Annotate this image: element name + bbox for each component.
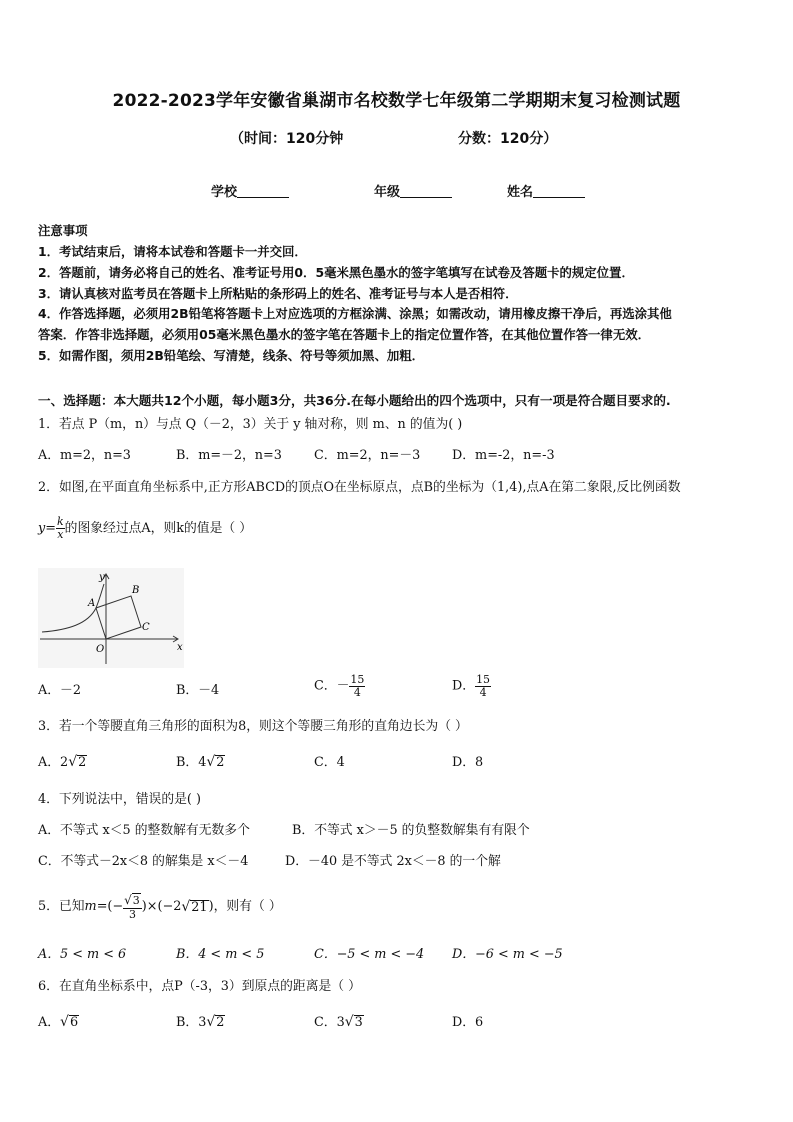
- school-label: 学校: [211, 185, 238, 200]
- notice-item: 2．答题前，请务必将自己的姓名、准考证号用0．5毫米黑色墨水的签字笔填写在试卷及答题卡的规定位置．: [38, 265, 634, 280]
- notice-item: 5．如需作图，须用2B铅笔绘、写清楚，线条、符号等须加黑、加粗．: [38, 348, 425, 363]
- notice-item: 3．请认真核对监考员在答题卡上所粘贴的条形码上的姓名、准考证号与本人是否相符．: [38, 286, 518, 301]
- school-field[interactable]: [211, 181, 289, 200]
- notice-heading: 注意事项: [38, 223, 88, 238]
- q3-option-d[interactable]: D．8: [452, 755, 484, 770]
- question-2-stem-rest: 的图象经过点A，则k的值是（ ）: [64, 521, 253, 536]
- fig-label-a: A: [88, 598, 96, 609]
- notice-item: 4．作答选择题，必须用2B铅笔将答题卡上对应选项的方框涂满、涂黑；如需改动，请用橡皮擦干净后，再选涂其他: [38, 306, 672, 321]
- q6-option-b[interactable]: B．3√2: [176, 1014, 225, 1030]
- fig-label-x: x: [177, 642, 183, 653]
- notice-item: 1．考试结束后，请将本试卷和答题卡一并交回．: [38, 244, 307, 259]
- q1-option-b[interactable]: B．m=－2，n=3: [176, 448, 282, 463]
- q4-option-b[interactable]: B．不等式 x＞－5 的负整数解集有有限个: [292, 823, 530, 838]
- fig-label-b: B: [132, 585, 140, 596]
- notice-item: 答案．作答非选择题，必须用05毫米黑色墨水的签字笔在答题卡上的指定位置作答，在其他位置作答一律无效．: [38, 327, 650, 342]
- question-5-stem: 5．已知m=(− $\frac{√3}{3}$ )×(−2√21)，则有（ ）: [38, 893, 282, 921]
- q5-option-c[interactable]: C．−5 < m < −4: [314, 947, 425, 962]
- q6-option-d[interactable]: D．6: [452, 1015, 484, 1030]
- grade-field[interactable]: [374, 181, 452, 200]
- question-2-figure: [38, 568, 184, 668]
- q6-option-a[interactable]: A．√6: [38, 1014, 79, 1030]
- q4-option-d[interactable]: D．－40 是不等式 2x＜－8 的一个解: [285, 854, 501, 869]
- q1-option-c[interactable]: C．m=2，n=－3: [314, 448, 421, 463]
- name-blank[interactable]: [533, 184, 585, 198]
- question-2-stem-formula: [38, 516, 252, 541]
- exam-score: 分数：120分）: [458, 131, 558, 147]
- q2-option-c[interactable]: C．－ $\frac{15}{4}$: [314, 673, 365, 699]
- q5-option-d[interactable]: D．−6 < m < −5: [452, 947, 563, 962]
- q1-option-a[interactable]: A．m=2，n=3: [38, 448, 131, 463]
- grade-blank[interactable]: [400, 184, 452, 198]
- section-heading: 一、选择题：本大题共12个小题，每小题3分，共36分.在每小题给出的四个选项中，只有一项是符合题目要求的.: [38, 393, 671, 408]
- fig-label-c: C: [142, 622, 150, 633]
- q3-option-b[interactable]: B．4√2: [176, 754, 225, 770]
- exam-time: （时间：120分钟: [230, 131, 344, 147]
- q3-option-a[interactable]: A．2√2: [38, 754, 87, 770]
- q2-option-a[interactable]: A．－2: [38, 683, 81, 698]
- fig-label-o: O: [96, 644, 105, 655]
- q5-option-a[interactable]: A．5 < m < 6: [38, 947, 127, 962]
- q6-option-c[interactable]: C．3√3: [314, 1014, 363, 1030]
- school-blank[interactable]: [237, 184, 289, 198]
- question-2-stem: 2．如图,在平面直角坐标系中,正方形ABCD的顶点O在坐标原点，点B的坐标为（1,4),点A在第二象限,反比例函数: [38, 480, 681, 495]
- exam-title: 2022-2023学年安徽省巢湖市名校数学七年级第二学期期末复习检测试题: [112, 91, 681, 111]
- question-6-stem: 6．在直角坐标系中，点P（-3，3）到原点的距离是（ ）: [38, 979, 361, 994]
- q1-option-d[interactable]: D．m=-2，n=-3: [452, 448, 555, 463]
- fig-label-y: y: [99, 572, 105, 583]
- q2-option-d[interactable]: D． $\frac{15}{4}$: [452, 673, 491, 699]
- question-4-stem: 4．下列说法中，错误的是( ): [38, 792, 201, 807]
- q4-option-a[interactable]: A．不等式 x＜5 的整数解有无数多个: [38, 823, 250, 838]
- name-label: 姓名: [507, 185, 534, 200]
- q5-option-b[interactable]: B．4 < m < 5: [176, 947, 265, 962]
- q3-option-c[interactable]: C．4: [314, 755, 345, 770]
- fraction-15-over-4: $\frac{15}{4}$: [350, 673, 365, 699]
- fraction-15-over-4: $\frac{15}{4}$: [476, 673, 491, 699]
- q4-option-c[interactable]: C．不等式－2x＜8 的解集是 x＜－4: [38, 854, 249, 869]
- question-3-stem: 3．若一个等腰直角三角形的面积为8，则这个等腰三角形的直角边长为（ ）: [38, 719, 468, 734]
- q2-option-b[interactable]: B．－4: [176, 683, 220, 698]
- grade-label: 年级: [374, 185, 401, 200]
- name-field[interactable]: [507, 181, 585, 200]
- question-1-stem: 1．若点 P（m，n）与点 Q（－2，3）关于 y 轴对称，则 m、n 的值为( ): [38, 417, 463, 432]
- var-y: y: [38, 521, 46, 536]
- equals-sign: =: [45, 521, 56, 536]
- fraction-k-over-x: $\frac{k}{x}$: [56, 515, 64, 541]
- fraction-root3-over-3: $\frac{√3}{3}$: [124, 893, 140, 921]
